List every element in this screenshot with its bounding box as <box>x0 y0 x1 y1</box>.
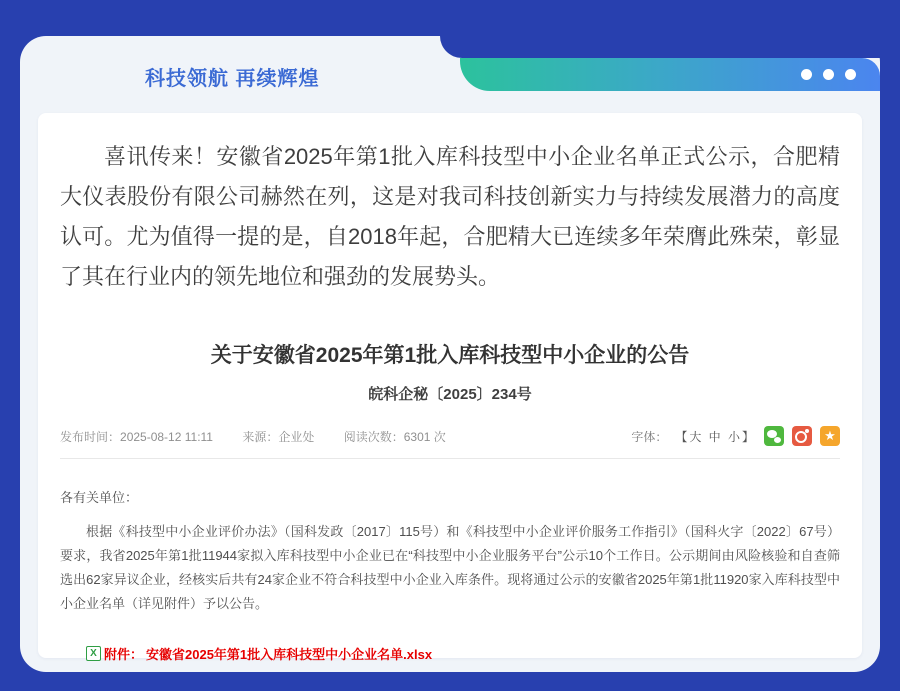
announcement-meta-bar <box>60 426 840 459</box>
view-count-label: 阅读次数： <box>343 429 404 444</box>
header-notch <box>440 36 880 58</box>
source <box>242 430 314 444</box>
article-panel <box>38 113 862 662</box>
dot-icon <box>823 69 834 80</box>
favorite-star-icon[interactable]: ★ <box>820 426 840 446</box>
page-title: 科技领航 再续辉煌 <box>145 68 320 90</box>
announcement-body: 根据《科技型中小企业评价办法》（国科发政〔2017〕115号）和《科技型中小企业评价服务工作指引》（国科火字〔2022〕67号）要求，我省2025年第1批11944家拟入库科技型中小企业已在“科技型中小企业服务平台”公示10个工作日。公示期间由风险核验和自查筛选出62家异议企业，经核实后共有24家企业不符合科技型中小企业入库条件。现将通过公示的安徽省2025年第1批11920家入库科技型中小企业名单（详见附件）予以公告。 <box>60 524 840 611</box>
announcement-embed <box>60 339 840 663</box>
publish-time <box>60 430 213 444</box>
intro-paragraph: 喜讯传来！安徽省2025年第1批入库科技型中小企业名单正式公示，合肥精大仪表股份有限公司赫然在列，这是对我司科技创新实力与持续发展潜力的高度认可。尤为值得一提的是，自2018年起，合肥精大已连续多年荣膺此殊荣，彰显了其在行业内的领先地位和强劲的发展势头。 <box>60 144 840 289</box>
meta-right <box>631 426 840 446</box>
announcement-title: 关于安徽省2025年第1批入库科技型中小企业的公告 <box>210 344 690 367</box>
weibo-share-icon[interactable] <box>792 426 812 446</box>
attachment-link[interactable] <box>86 644 432 663</box>
font-size-label: 字体： <box>631 429 668 444</box>
dot-icon <box>801 69 812 80</box>
dot-icon <box>845 69 856 80</box>
font-size-options[interactable]: 【大 中 小】 <box>675 429 756 444</box>
view-count <box>344 430 446 444</box>
view-count-value: 6301 次 <box>403 429 446 444</box>
header-gradient-bar <box>460 58 880 91</box>
content-card <box>20 36 880 672</box>
source-value: 企业处 <box>278 429 315 444</box>
doc-number: 皖科企秘〔2025〕234号 <box>368 386 532 403</box>
salutation: 各有关单位： <box>60 490 139 505</box>
wechat-share-icon[interactable] <box>764 426 784 446</box>
attachment-filename: 安徽省2025年第1批入库科技型中小企业名单.xlsx <box>146 647 433 662</box>
publish-time-label: 发布时间： <box>60 429 121 444</box>
meta-left <box>60 428 472 445</box>
excel-file-icon: X <box>86 646 101 661</box>
source-label: 来源： <box>242 429 279 444</box>
publish-time-value: 2025-08-12 11:11 <box>120 429 213 444</box>
attachment-label: 附件： <box>104 647 144 662</box>
